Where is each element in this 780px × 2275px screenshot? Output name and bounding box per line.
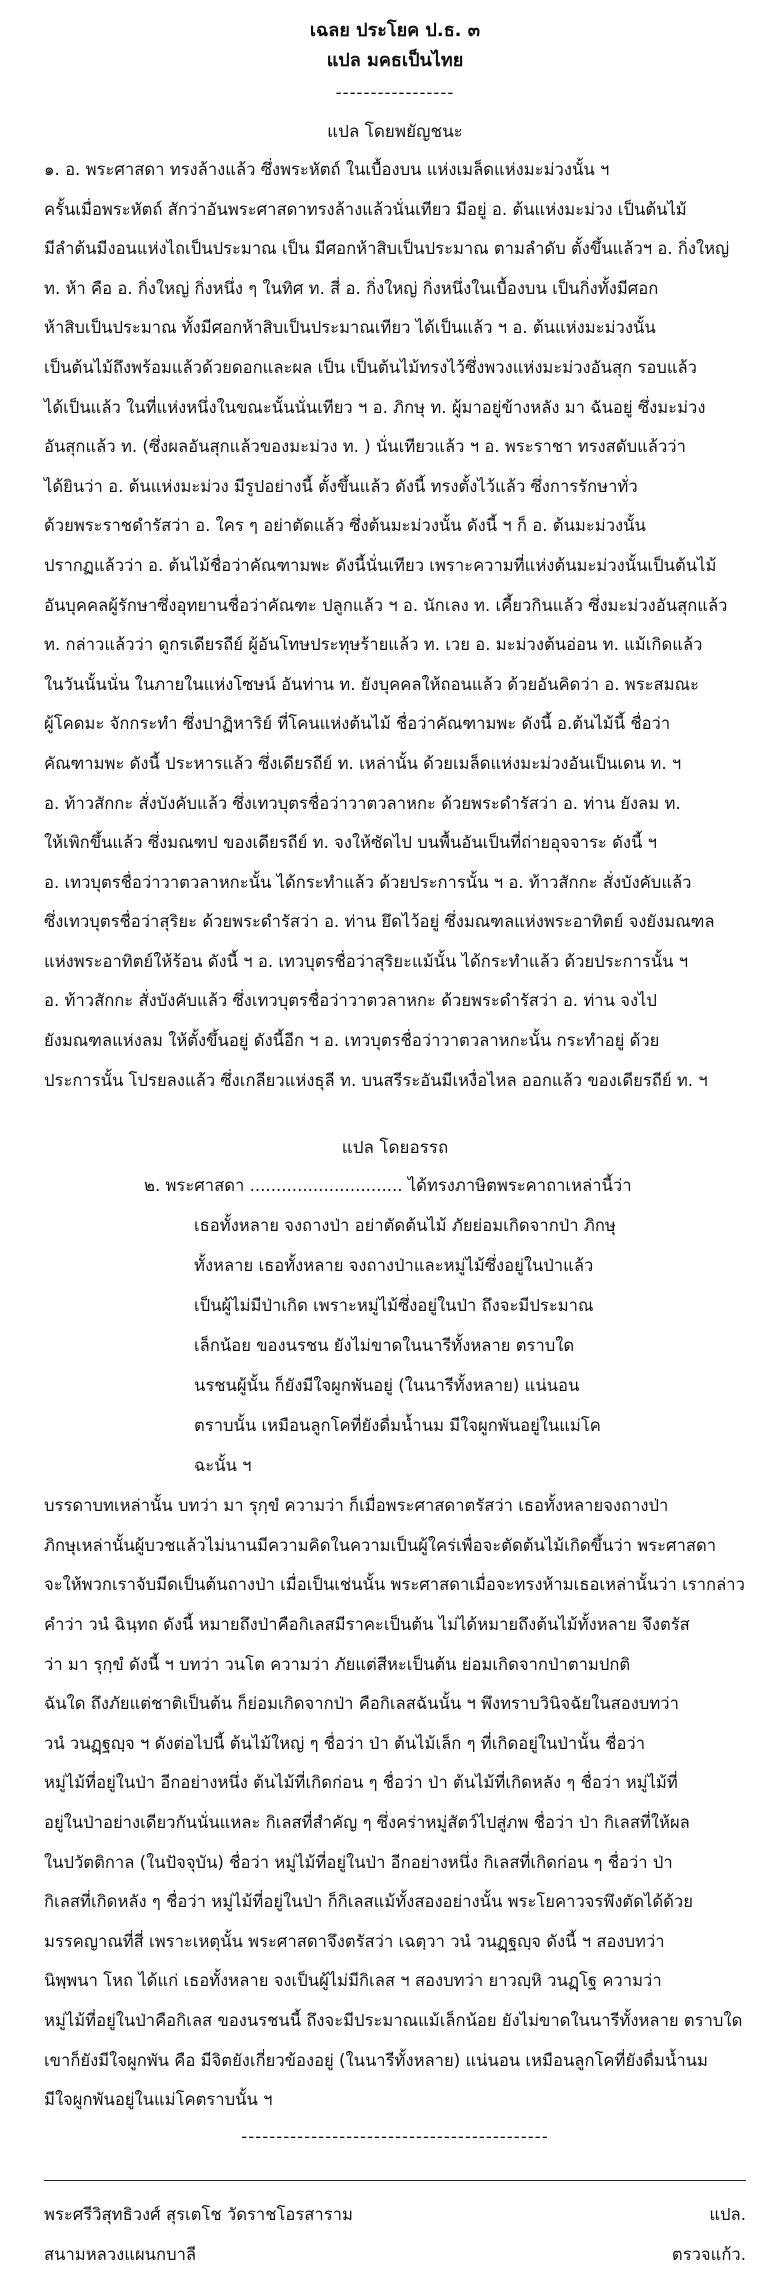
text-line: ในปวัตติกาล (ในปัจจุบัน) ชื่อว่า หมู่ไม้ที่อยู่ในป่า อีกอย่างหนึ่ง กิเลสที่เกิดก่อน ๆ ชื่อว่า ป่า <box>44 1852 673 1872</box>
page-title: เฉลย ประโยค ป.ธ. ๓ <box>309 20 481 41</box>
text-line: คัณฑามพะ ดังนี้ ประหารแล้ว ซึ่งเดียรถีย์ ท. เหล่านั้น ด้วยเมล็ดแห่งมะม่วงอันเป็นเดน ท. ฯ <box>44 753 682 773</box>
text-line: เขาก็ยังมีใจผูกพัน คือ มีจิตยังเกี่ยวข้องอยู่ (ในนารีทั้งหลาย) แน่นอน เหมือนลูกโคที่ยังดื่มน้ำนม <box>44 2050 708 2070</box>
text-line: มีใจผูกพันอยู่ในแม่โคตราบนั้น ฯ <box>44 2090 273 2110</box>
text-line: มรรคญาณที่สี่ เพราะเหตุนั้น พระศาสดาจึงตรัสว่า เฉตฺวา วนํ วนฏฺฐญฺจ ดังนี้ ฯ สองบทว่า <box>44 1931 665 1951</box>
footer-rule <box>44 2180 746 2181</box>
text-line: ประการนั้น โปรยลงแล้ว ซึ่งเกลียวแห่งธุลี ท. บนสรีระอันมีเหงื่อไหล ออกแล้ว ของเดียรถีย์ ท. ฯ <box>44 1070 708 1090</box>
text-line: ท. ห้า คือ อ. กิ่งใหญ่ กิ่งหนึ่ง ๆ ในทิศ ท. สี่ อ. กิ่งใหญ่ กิ่งหนึ่งในเบื้องบน เป็นกิ่งทั้งมีศอก <box>44 278 659 298</box>
text-line: เธอทั้งหลาย จงถางป่า อย่าตัดต้นไม้ ภัยย่อมเกิดจากป่า ภิกษุ <box>194 1216 616 1236</box>
text-line: ฉะนั้น ฯ <box>194 1456 252 1476</box>
text-line: อันสุกแล้ว ท. (ซึ่งผลอันสุกแล้วของมะม่วง ท. ) นั่นเทียวแล้ว ฯ อ. พระราชา ทรงสดับแล้วว่า <box>44 437 686 457</box>
header-divider: ----------------- <box>335 83 455 102</box>
reviewer-role: ตรวจแก้ว. <box>671 2244 746 2264</box>
text-line: นรชนผู้นั้น ก็ยังมีใจผูกพันอยู่ (ในนารีทั้งหลาย) แน่นอน <box>194 1376 580 1396</box>
text-line: ภิกษุเหล่านั้นผู้บวชแล้วไม่นานมีความคิดในความเป็นผู้ใคร่เพื่อจะตัดต้นไม้เกิดขึ้นว่า พระศาสดา <box>44 1535 717 1555</box>
text-line: เล็กน้อย ของนรชน ยังไม่ขาดในนารีทั้งหลาย ตราบใด <box>194 1336 575 1356</box>
text-line: เป็นผู้ไม่มีป่าเกิด เพราะหมู่ไม้ซึ่งอยู่ในป่า ถึงจะมีประมาณ <box>194 1296 594 1316</box>
text-line: ด้วยพระราชดำรัสว่า อ. ใคร ๆ อย่าตัดแล้ว ซึ่งต้นมะม่วงนั้น ดังนี้ ฯ ก็ อ. ต้นมะม่วงนั้น <box>44 516 646 536</box>
text-line: แห่งพระอาทิตย์ให้ร้อน ดังนี้ ฯ อ. เทวบุตรชื่อว่าสุริยะแม้นั้น ได้กระทำแล้ว ด้วยประการนั้น ฯ <box>44 951 689 971</box>
text-line: ๑. อ. พระศาสดา ทรงล้างแล้ว ซึ่งพระหัตถ์ ในเบื้องบน แห่งเมล็ดแห่งมะม่วงนั้น ฯ <box>44 160 610 179</box>
text-line: ปรากฏแล้วว่า อ. ต้นไม้ชื่อว่าคัณฑามพะ ดังนี้นั่นเทียว เพราะความที่แห่งต้นมะม่วงนั้นเป็นต้นไม้ <box>44 555 717 575</box>
text-line: มีลำต้นมีงอนแห่งไถเป็นประมาณ เป็น มีศอกห้าสิบเป็นประมาณ ตามลำดับ ตั้งขึ้นแล้วฯ อ. กิ่งใหญ่ <box>44 239 730 259</box>
text-line: เป็นต้นไม้ถึงพร้อมแล้วด้วยดอกและผล เป็น เป็นต้นไม้ทรงไว้ซึ่งพวงแห่งมะม่วงอันสุก รอบแล้ว <box>44 357 697 377</box>
text-line: ครั้นเมื่อพระหัตถ์ สักว่าอันพระศาสดาทรงล้างแล้วนั่นเทียว มีอยู่ อ. ต้นแห่งมะม่วง เป็นต้นไม้ <box>44 199 687 219</box>
text-line: กิเลสที่เกิดหลัง ๆ ชื่อว่า หมู่ไม้ที่อยู่ในป่า ก็กิเลสแม้ทั้งสองอย่างนั้น พระโยคาวจรพึงตัดได้ด้วย <box>44 1892 693 1912</box>
page-subtitle: แปล มคธเป็นไทย <box>326 50 464 71</box>
text-line: จะให้พวกเราจับมีดเป็นต้นถางป่า เมื่อเป็นเช่นนั้น พระศาสดาเมื่อจะทรงห้ามเธอเหล่านั้นว่า เรากล่าว <box>44 1575 745 1595</box>
text-line: คำว่า วนํ ฉินฺทถ ดังนี้ หมายถึงป่าคือกิเลสมีราคะเป็นต้น ไม่ได้หมายถึงต้นไม้ทั้งหลาย จึงตรัส <box>44 1615 690 1635</box>
section1-body <box>44 150 746 1100</box>
text-line: ผู้โคดมะ จักกระทำ ซึ่งปาฏิหาริย์ ที่โคนแห่งต้นไม้ ชื่อว่าคัณฑามพะ ดังนี้ อ.ต้นไม้นี้ ชื่อว่า <box>44 714 671 734</box>
text-line: ว่า มา รุกฺขํ ดังนี้ ฯ บทว่า วนโต ความว่า ภัยแต่สีหะเป็นต้น ย่อมเกิดจากป่าตามปกติ <box>44 1654 631 1674</box>
text-line: บรรดาบทเหล่านั้น บทว่า มา รุกฺขํ ความว่า ก็เมื่อพระศาสดาตรัสว่า เธอทั้งหลายจงถางป่า <box>44 1496 669 1516</box>
text-line: ฉันใด ถึงภัยแต่ชาติเป็นต้น ก็ย่อมเกิดจากป่า คือกิเลสฉันนั้น ฯ พึงทราบวินิจฉัยในสองบทว่า <box>44 1694 679 1714</box>
section2-verse <box>44 1166 746 1486</box>
text-line: อ. ท้าวสักกะ สั่งบังคับแล้ว ซึ่งเทวบุตรชื่อว่าวาตวลาหกะ ด้วยพระดำรัสว่า อ. ท่าน จงไป <box>44 991 657 1011</box>
text-line: ให้เพิกขึ้นแล้ว ซึ่งมณฑป ของเดียรถีย์ ท. จงให้ซัดไป บนพื้นอันเป็นที่ถ่ายอุจจาระ ดังนี้ ฯ <box>44 833 657 853</box>
text-line: อ. ท้าวสักกะ สั่งบังคับแล้ว ซึ่งเทวบุตรชื่อว่าวาตวลาหกะ ด้วยพระดำรัสว่า อ. ท่าน ยังลม ท. <box>44 793 681 813</box>
text-line: อยู่ในป่าอย่างเดียวกันนั่นแหละ กิเลสที่สำคัญ ๆ ซึ่งคร่าหมู่สัตว์ไปสู่ภพ ชื่อว่า ป่า กิเลสที่ให้ผล <box>44 1813 690 1832</box>
text-line: ซึ่งเทวบุตรชื่อว่าสุริยะ ด้วยพระดำรัสว่า อ. ท่าน ยึดไว้อยู่ ซึ่งมณฑลแห่งพระอาทิตย์ จงยังมณฑล <box>44 912 715 932</box>
section2-body <box>44 1486 746 2120</box>
translator-name: พระศรีวิสุทธิวงศ์ สุรเตโช วัดราชโอรสาราม <box>44 2204 353 2224</box>
text-line: ตราบนั้น เหมือนลูกโคที่ยังดื่มน้ำนม มีใจผูกพันอยู่ในแม่โค <box>194 1416 601 1436</box>
text-line: หมู่ไม้ที่อยู่ในป่าคือกิเลส ของนรชนนี้ ถึงจะมีประมาณแม้เล็กน้อย ยังไม่ขาดในนารีทั้งหลาย ตราบใด <box>44 2010 743 2030</box>
translator-role: แปล. <box>709 2204 746 2224</box>
footer-row-reviewer <box>44 2235 746 2275</box>
text-line: ท. กล่าวแล้วว่า ดูกรเดียรถีย์ ผู้อันโทษประทุษร้ายแล้ว ท. เวย อ. มะม่วงต้นอ่อน ท. แม้เกิดแล้ว <box>44 635 703 655</box>
section2-heading: แปล โดยอรรถ <box>341 1138 449 1159</box>
text-line: หมู่ไม้ที่อยู่ในป่า อีกอย่างหนึ่ง ต้นไม้ที่เกิดก่อน ๆ ชื่อว่า ป่า ต้นไม้ที่เกิดหลัง ๆ ชื่อว่า หมู่ไม้ที่ <box>44 1773 678 1793</box>
text-line: นิพฺพนา โหถ ได้แก่ เธอทั้งหลาย จงเป็นผู้ไม่มีกิเลส ฯ สองบทว่า ยาวญฺหิ วนฏฺโฐ ความว่า <box>44 1971 662 1991</box>
text-line: อ. เทวบุตรชื่อว่าวาตวลาหกะนั้น ได้กระทำแล้ว ด้วยประการนั้น ฯ อ. ท้าวสักกะ สั่งบังคับแล้ว <box>44 872 692 892</box>
reviewer-name: สนามหลวงแผนกบาลี <box>44 2244 197 2264</box>
text-line: อันบุคคลผู้รักษาซึ่งอุทยานชื่อว่าคัณฑะ ปลูกแล้ว ฯ อ. นักเลง ท. เคี้ยวกินแล้ว ซึ่งมะม่วงอันสุกแล้ว <box>44 595 728 615</box>
text-line: ห้าสิบเป็นประมาณ ทั้งมีศอกห้าสิบเป็นประมาณเทียว ได้เป็นแล้ว ฯ อ. ต้นแห่งมะม่วงนั้น <box>44 318 656 338</box>
text-line: ในวันนั้นนั่น ในภายในแห่งโซษน์ อันท่าน ท. ยังบุคคลให้ถอนแล้ว ด้วยอันคิดว่า อ. พระสมณะ <box>44 674 699 694</box>
text-line: ยังมณฑลแห่งลม ให้ตั้งขึ้นอยู่ ดังนี้อีก ฯ อ. เทวบุตรชื่อว่าวาตวลาหกะนั้น กระทำอยู่ ด้วย <box>44 1031 660 1051</box>
body-divider: -------------------------------------------- <box>241 2126 549 2146</box>
text-line: ได้ยินว่า อ. ต้นแห่งมะม่วง มีรูปอย่างนี้ ตั้งขึ้นแล้ว ดังนี้ ทรงตั้งไว้แล้ว ซึ่งการรักษาทั่ว <box>44 476 638 496</box>
text-line: ได้เป็นแล้ว ในที่แห่งหนึ่งในขณะนั้นนั่นเทียว ฯ อ. ภิกษุ ท. ผู้มาอยู่ข้างหลัง มา ฉันอยู่ ซึ่งมะม่วง <box>44 397 706 417</box>
text-line: ๒. พระศาสดา ............................. ได้ทรงภาษิตพระคาถาเหล่านี้ว่า <box>144 1176 632 1196</box>
section1-heading: แปล โดยพยัญชนะ <box>327 122 463 142</box>
text-line: วนํ วนฏฺฐญฺจ ฯ ดังต่อไปนี้ ต้นไม้ใหญ่ ๆ ชื่อว่า ป่า ต้นไม้เล็ก ๆ ที่เกิดอยู่ในป่านั้น ชื่อว่า <box>44 1733 646 1753</box>
text-line: ทั้งหลาย เธอทั้งหลาย จงถางป่าและหมู่ไม้ซึ่งอยู่ในป่าแล้ว <box>194 1256 594 1276</box>
